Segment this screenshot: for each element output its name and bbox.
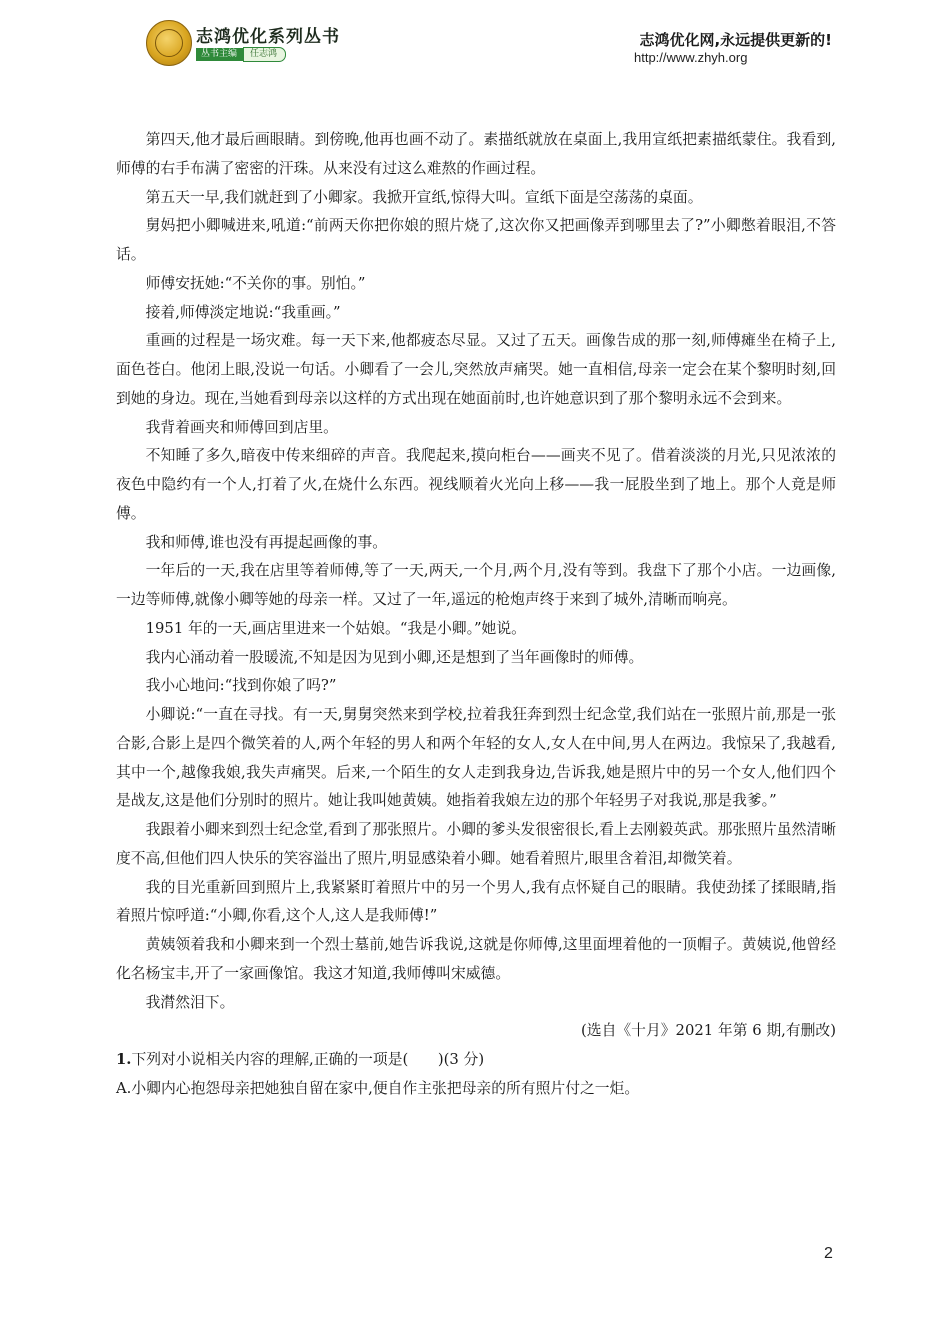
- website-link[interactable]: http://www.zhyh.org: [634, 50, 748, 65]
- editor-credit: [196, 47, 286, 61]
- paragraph: 我内心涌动着一股暖流,不知是因为见到小卿,还是想到了当年画像时的师傅。: [145, 648, 644, 666]
- question-number: 1.: [116, 1051, 132, 1068]
- paragraph: 不知睡了多久,暗夜中传来细碎的声音。我爬起来,摸向柜台——画夹不见了。借着淡淡的月光,只见浓浓的夜色中隐约有一个人,打着了火,在烧什么东西。视线顺着火光向上移——我一屁股坐到了地上。那个人竟是师傅。: [116, 447, 836, 522]
- paragraph: 我小心地问:“找到你娘了吗?”: [145, 677, 337, 695]
- zhihong-logo-icon: [146, 20, 192, 66]
- paragraph: 我和师傅,谁也没有再提起画像的事。: [145, 533, 388, 551]
- series-title: 志鸿优化系列丛书: [196, 27, 340, 47]
- paragraph: 我的目光重新回到照片上,我紧紧盯着照片中的另一个男人,我有点怀疑自己的眼睛。我使劲揉了揉眼睛,指着照片惊呼道:“小卿,你看,这个人,这人是我师傅!”: [116, 878, 836, 925]
- paragraph: 师傅安抚她:“不关你的事。别怕。”: [145, 274, 366, 292]
- paragraph: 我背着画夹和师傅回到店里。: [145, 418, 338, 436]
- article-source: (选自《十月》2021 年第 6 期,有删改): [581, 1022, 836, 1040]
- question-text: 下列对小说相关内容的理解,正确的一项是( )(3 分): [131, 1051, 485, 1068]
- editor-name: 任志鸿: [243, 47, 286, 62]
- paragraph: 接着,师傅淡定地说:“我重画。”: [145, 303, 341, 321]
- header-slogan: 志鸿优化网,永远提供更新的!: [639, 31, 832, 49]
- article-body: [116, 126, 836, 1104]
- paragraph: 1951 年的一天,画店里进来一个姑娘。“我是小卿。”她说。: [145, 619, 526, 637]
- paragraph: 舅妈把小卿喊进来,吼道:“前两天你把你娘的照片烧了,这次你又把画像弄到哪里去了?”小卿憋着眼泪,不答话。: [116, 217, 836, 263]
- paragraph: 小卿说:“一直在寻找。有一天,舅舅突然来到学校,拉着我狂奔到烈士纪念堂,我们站在一张照片前,那是一张合影,合影上是四个微笑着的人,两个年轻的男人和两个年轻的女人,女人在中间,男人在两边。我惊呆了,我越看,其中一个,越像我娘,我失声痛哭。后来,一个陌生的女人走到我身边,告诉我,她是照片中的另一个女人,他们四个是战友,这是他们分别时的照片。她让我叫她黄姨。她指着我娘左边的那个年轻男子对我说,那是我爹。”: [116, 706, 836, 810]
- paragraph: 我跟着小卿来到烈士纪念堂,看到了那张照片。小卿的爹头发很密很长,看上去刚毅英武。那张照片虽然清晰度不高,但他们四人快乐的笑容溢出了照片,明显感染着小卿。她看着照片,眼里含着泪,却微笑着。: [116, 821, 836, 867]
- paragraph: 第五天一早,我们就赶到了小卿家。我掀开宣纸,惊得大叫。宣纸下面是空荡荡的桌面。: [145, 188, 703, 206]
- question-1: [116, 1046, 836, 1075]
- paragraph: 重画的过程是一场灾难。每一天下来,他都疲态尽显。又过了五天。画像告成的那一刻,师傅瘫坐在椅子上,面色苍白。他闭上眼,没说一句话。小卿看了一会儿,突然放声痛哭。她一直相信,母亲一定会在某个黎明时刻,回到她的身边。现在,当她看到母亲以这样的方式出现在她面前时,也许她意识到了那个黎明永远不会到来。: [116, 332, 836, 407]
- option-a: A.小卿内心抱怨母亲把她独自留在家中,便自作主张把母亲的所有照片付之一炬。: [116, 1079, 640, 1097]
- page-number: 2: [824, 1245, 833, 1262]
- editor-label: 丛书主编: [196, 48, 243, 61]
- paragraph: 黄姨领着我和小卿来到一个烈士墓前,她告诉我说,这就是你师傅,这里面埋着他的一顶帽子。黄姨说,他曾经化名杨宝丰,开了一家画像馆。我这才知道,我师傅叫宋威德。: [116, 936, 836, 982]
- paragraph: 第四天,他才最后画眼睛。到傍晚,他再也画不动了。素描纸就放在桌面上,我用宣纸把素描纸蒙住。我看到,师傅的右手布满了密密的汗珠。从来没有过这么难熬的作画过程。: [116, 131, 836, 177]
- paragraph: 我潸然泪下。: [145, 993, 235, 1011]
- page-header: [0, 0, 950, 80]
- paragraph: 一年后的一天,我在店里等着师傅,等了一天,两天,一个月,两个月,没有等到。我盘下了那个小店。一边画像,一边等师傅,就像小卿等她的母亲一样。又过了一年,遥远的枪炮声终于来到了城外,清晰而响亮。: [116, 562, 836, 608]
